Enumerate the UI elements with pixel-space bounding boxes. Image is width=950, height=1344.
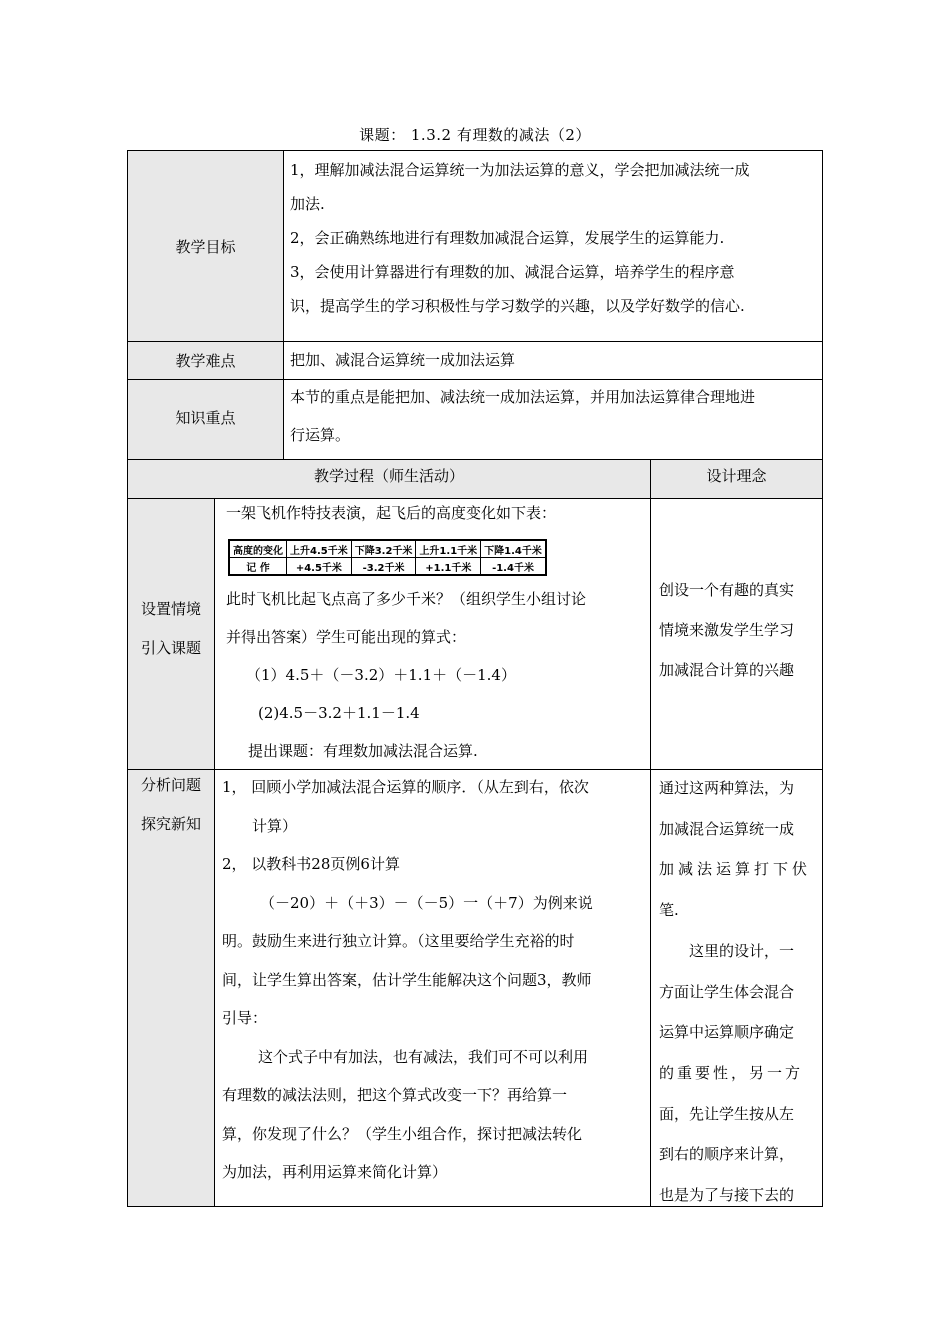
- table-cell: 上升4.5千米: [287, 540, 352, 558]
- table-cell: 记 作: [229, 558, 287, 576]
- difficulty-text: 把加、减混合运算统一成加法运算: [290, 351, 516, 369]
- section2-design-line: 这里的设计，一: [689, 941, 795, 960]
- keypoint-line: 行运算。: [290, 426, 351, 444]
- section2-line: 引导：: [222, 1009, 268, 1027]
- section2-line: 有理数的减法法则，把这个算式改变一下？再给算一: [222, 1086, 568, 1104]
- keypoint-text: [290, 378, 820, 454]
- section2-line: （－20）＋（＋3）－（－5）一（＋7）为例来说: [260, 893, 593, 912]
- goals-label: 教学目标: [175, 238, 236, 256]
- section2-line: 为加法，再利用运算来简化计算）: [222, 1163, 448, 1181]
- section2-design: [659, 768, 821, 1216]
- section2-line: 算，你发现了什么？（学生小组合作，探讨把减法转化: [222, 1124, 583, 1143]
- table-cell: 下降3.2千米: [351, 540, 416, 558]
- keypoint-line: 本节的重点是能把加、减法统一成加法运算，并用加法运算律合理地进: [290, 388, 756, 406]
- table-cell: 下降1.4千米: [481, 540, 546, 558]
- section1-design: [659, 570, 821, 690]
- section2-design-line: 加减混合运算统一成: [659, 819, 795, 838]
- design-header: 设计理念: [706, 467, 767, 485]
- section2-text: [222, 768, 647, 1192]
- section2-label: [127, 766, 215, 843]
- goals-line: 3，会使用计算器进行有理数的加、减混合运算，培养学生的程序意: [290, 263, 735, 281]
- section1-label-line: 引入课题: [140, 638, 201, 657]
- table-cell: -3.2千米: [351, 558, 416, 576]
- section1-design-line: 加减混合计算的兴趣: [659, 661, 795, 679]
- section1-design-line: 创设一个有趣的真实: [659, 581, 795, 599]
- section2-design-line: 加减法运算打下伏: [659, 860, 812, 879]
- section2-line: 间，让学生算出答案，估计学生能解决这个问题3，教师: [222, 970, 592, 989]
- section1-line: （1）4.5＋（－3.2）＋1.1＋（－1.4）: [246, 666, 516, 684]
- table-cell: +4.5千米: [287, 558, 352, 576]
- section1-label: [127, 590, 215, 667]
- goals-text: [290, 153, 820, 323]
- goals-line: 加法.: [290, 195, 325, 213]
- section2-line: 计算）: [252, 816, 298, 835]
- table-row: [229, 540, 546, 558]
- table-cell: 高度的变化: [229, 540, 287, 558]
- section2-design-line: 运算中运算顺序确定: [659, 1023, 795, 1042]
- goals-line: 识，提高学生的学习积极性与学习数学的兴趣，以及学好数学的信心.: [290, 297, 745, 315]
- section2-design-line: 笔.: [659, 901, 679, 920]
- table-cell: 上升1.1千米: [416, 540, 481, 558]
- section2-design-line: 通过这两种算法，为: [659, 779, 795, 797]
- section2-design-line: 到右的顺序来计算，: [659, 1145, 795, 1164]
- section1-line: (2)4.5－3.2＋1.1－1.4: [258, 704, 420, 722]
- section2-line: 这个式子中有加法，也有减法，我们可不可以利用: [258, 1047, 589, 1066]
- section2-design-line: 也是为了与接下去的: [659, 1186, 795, 1205]
- section1-line: 此时飞机比起飞点高了多少千米？（组织学生小组讨论: [226, 590, 587, 608]
- keypoint-label: 知识重点: [175, 409, 236, 427]
- section1-line: 提出课题：有理数加减法混合运算.: [248, 742, 478, 760]
- section2-line: 2， 以教科书28页例6计算: [222, 855, 400, 873]
- section1-intro: 一架飞机作特技表演，起飞后的高度变化如下表：: [226, 504, 557, 522]
- height-change-table: [228, 539, 547, 576]
- section2-design-line: 方面让学生体会混合: [659, 982, 795, 1001]
- process-header: 教学过程（师生活动）: [313, 467, 464, 485]
- section1-design-line: 情境来激发学生学习: [659, 621, 795, 639]
- section2-line: 明。鼓励生来进行独立计算。（这里要给学生充裕的时: [222, 932, 575, 950]
- section2-label-line: 探究新知: [140, 814, 201, 833]
- section2-design-line: 的重要性，另一方: [659, 1063, 804, 1082]
- section2-label-line: 分析问题: [140, 776, 201, 794]
- goals-line: 2，会正确熟练地进行有理数加减混合运算，发展学生的运算能力.: [290, 229, 725, 247]
- page-title: 课题： 1.3.2 有理数的减法（2）: [359, 126, 591, 144]
- section1-text: [226, 580, 646, 770]
- difficulty-label: 教学难点: [175, 352, 236, 370]
- section2-line: 1， 回顾小学加减法混合运算的顺序．（从左到右，依次: [222, 778, 589, 796]
- section2-design-line: 面，先让学生按从左: [659, 1104, 795, 1123]
- table-cell: -1.4千米: [481, 558, 546, 576]
- table-row: [229, 558, 546, 576]
- table-cell: +1.1千米: [416, 558, 481, 576]
- section1-line: 并得出答案）学生可能出现的算式：: [226, 628, 467, 646]
- goals-line: 1，理解加减法混合运算统一为加法运算的意义，学会把加减法统一成: [290, 161, 750, 179]
- section1-label-line: 设置情境: [140, 600, 201, 618]
